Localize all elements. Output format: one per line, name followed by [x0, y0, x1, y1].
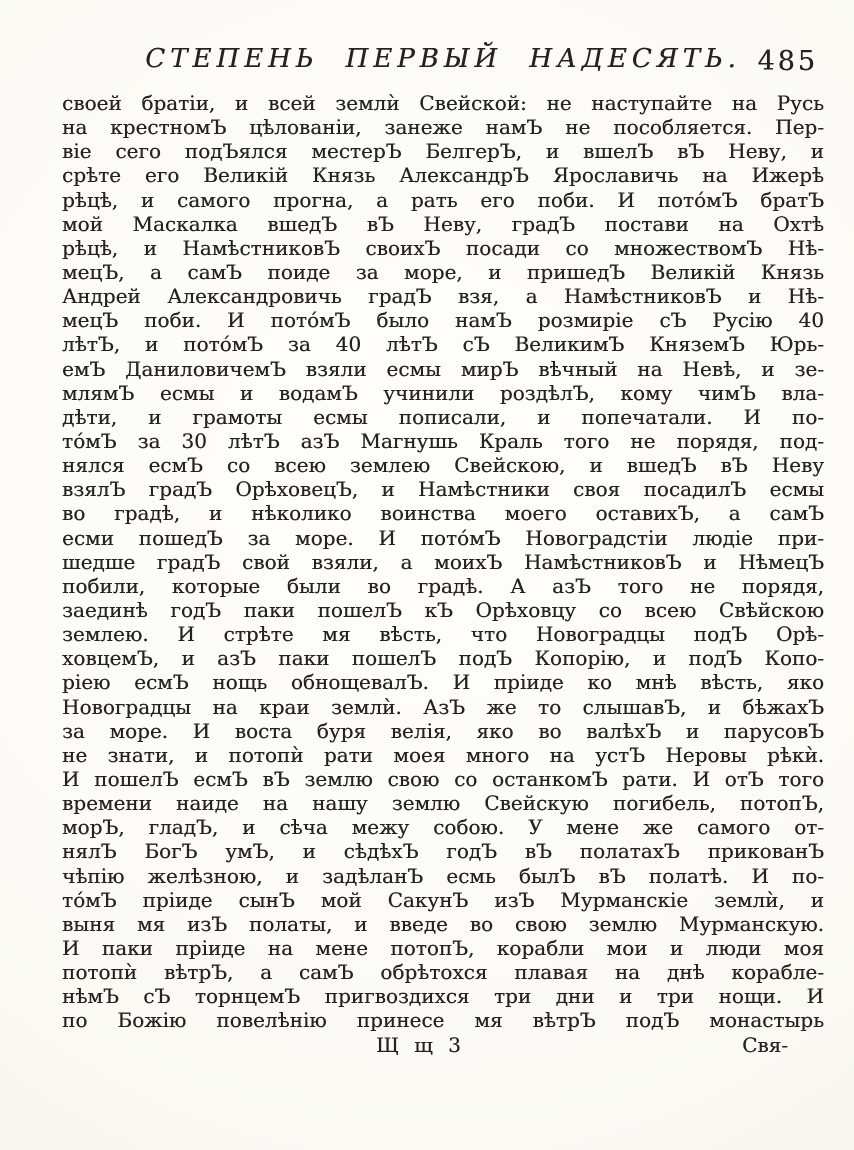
text-line: ріею есмЪ нощь обнощевалЪ. И пріиде ко мнѣ вѣсть, яко — [62, 670, 824, 695]
running-title: СТЕПЕНЬ ПЕРВЫЙ НАДЕСЯТЬ. — [145, 44, 741, 74]
catchword: Свя- — [742, 1033, 788, 1057]
text-line: взялЪ градЪ ОрѣховецЪ, и Намѣстники своя посадилЪ есмы — [62, 477, 824, 502]
text-line: мецЪ, а самЪ поиде за море, и пришедЪ Великій Князь — [62, 259, 824, 284]
page-header — [62, 44, 824, 82]
text-line: мецЪ поби. И пото́мЪ было намЪ розмиріе сЪ Русію 40 — [62, 308, 824, 333]
text-line: Новоградцы на краи землѝ. АзЪ же то слышавЪ, и бѣжахЪ — [62, 694, 824, 719]
text-line: рѣцѣ, и НамѣстниковЪ своихЪ посади со множествомЪ Нѣ- — [62, 235, 824, 260]
text-line: нялЪ БогЪ умЪ, и сѣдѣхЪ годЪ вЪ полатахЪ прикованЪ — [62, 839, 824, 864]
text-line: И паки пріиде на мене потопЪ, корабли мои и люди моя — [62, 935, 824, 960]
text-line: по Божію повелѣнію принесе мя вѣтрЪ подЪ монастырь — [62, 1008, 824, 1033]
text-line: Андрей Александровичь градЪ взя, а НамѣстниковЪ и Нѣ- — [62, 284, 824, 309]
text-line: не знати, и потопѝ рати моея много на устЪ Неровы рѣкѝ. — [62, 742, 824, 767]
text-line: своей братіи, и всей землѝ Свейской: не наступайте на Русь — [62, 91, 824, 115]
text-line: млямЪ есмы и водамЪ учинили роздѣлЪ, кому чимЪ вла- — [62, 380, 824, 405]
page-footer — [62, 1033, 824, 1061]
text-line: на крестномЪ цѣлованіи, занеже намЪ не пособляется. Пер- — [62, 115, 824, 140]
text-line: нѣмЪ сЪ торнцемЪ пригвоздихся три дни и три нощи. И — [62, 984, 824, 1009]
text-line: лѣтЪ, и пото́мЪ за 40 лѣтЪ сЪ ВеликимЪ КняземЪ Юрь- — [62, 332, 824, 357]
text-line: за море. И воста буря велія, яко во валѣхЪ и парусовЪ — [62, 718, 824, 743]
body-text — [62, 91, 824, 1032]
text-line: времени наиде на нашу землю Свейскую погибель, потопЪ, — [62, 791, 824, 816]
text-line: чѣпію желѣзною, и задѣланЪ есмь былЪ вЪ полатѣ. И по- — [62, 863, 824, 888]
text-line: емЪ ДаниловичемЪ взяли есмы мирЪ вѣчный на Невѣ, и зе- — [62, 356, 824, 381]
text-line: выня мя изЪ полаты, и введе во свою землю Мурманскую. — [62, 911, 824, 936]
text-line: то́мЪ за 30 лѣтЪ азЪ Магнушь Краль того не порядя, под- — [62, 428, 824, 453]
text-line: шедше градЪ свой взяли, а моихЪ НамѣстниковЪ и НѣмецЪ — [62, 549, 824, 574]
text-line: нялся есмЪ со всею землею Свейскою, и вшедЪ вЪ Неву — [62, 453, 824, 478]
text-line: И пошелЪ есмЪ вЪ землю свою со останкомЪ рати. И отЪ того — [62, 766, 824, 791]
text-line: то́мЪ пріиде сынЪ мой СакунЪ изЪ Мурманскіе землѝ, и — [62, 887, 824, 912]
text-line: ховцемЪ, и азЪ паки пошелЪ подЪ Копорію, и подЪ Копо- — [62, 646, 824, 671]
signature-mark: Щ щ 3 — [376, 1033, 461, 1057]
text-line: во градѣ, и нѣколико воинства моего оставихЪ, а самЪ — [62, 501, 824, 526]
text-line: рѣцѣ, и самого прогна, а рать его поби. И пото́мЪ братЪ — [62, 187, 824, 212]
page-number: 485 — [757, 46, 818, 77]
text-line: дѣти, и грамоты есмы пописали, и попечатали. И по- — [62, 404, 824, 429]
text-line: есми пошедЪ за море. И пото́мЪ Новоградстіи людіе при- — [62, 525, 824, 550]
text-line: землею. И стрѣте мя вѣсть, что Новоградцы подЪ Орѣ- — [62, 622, 824, 647]
text-line: срѣте его Великій Князь АлександрЪ Ярославичь на Ижерѣ — [62, 163, 824, 188]
text-line: побили, которые были во градѣ. А азЪ того не порядя, — [62, 573, 824, 598]
text-line: потопѝ вѣтрЪ, а самЪ обрѣтохся плавая на днѣ корабле- — [62, 960, 824, 985]
text-line: віе сего подЪялся местерЪ БелгерЪ, и вшелЪ вЪ Неву, и — [62, 139, 824, 164]
text-line: заединѣ годЪ паки пошелЪ кЪ Орѣховцу со всею Свѣйскою — [62, 597, 824, 622]
text-line: морЪ, гладЪ, и сѣча межу собою. У мене же самого от- — [62, 815, 824, 840]
text-line: мой Маскалка вшедЪ вЪ Неву, градЪ постави на Охтѣ — [62, 211, 824, 236]
